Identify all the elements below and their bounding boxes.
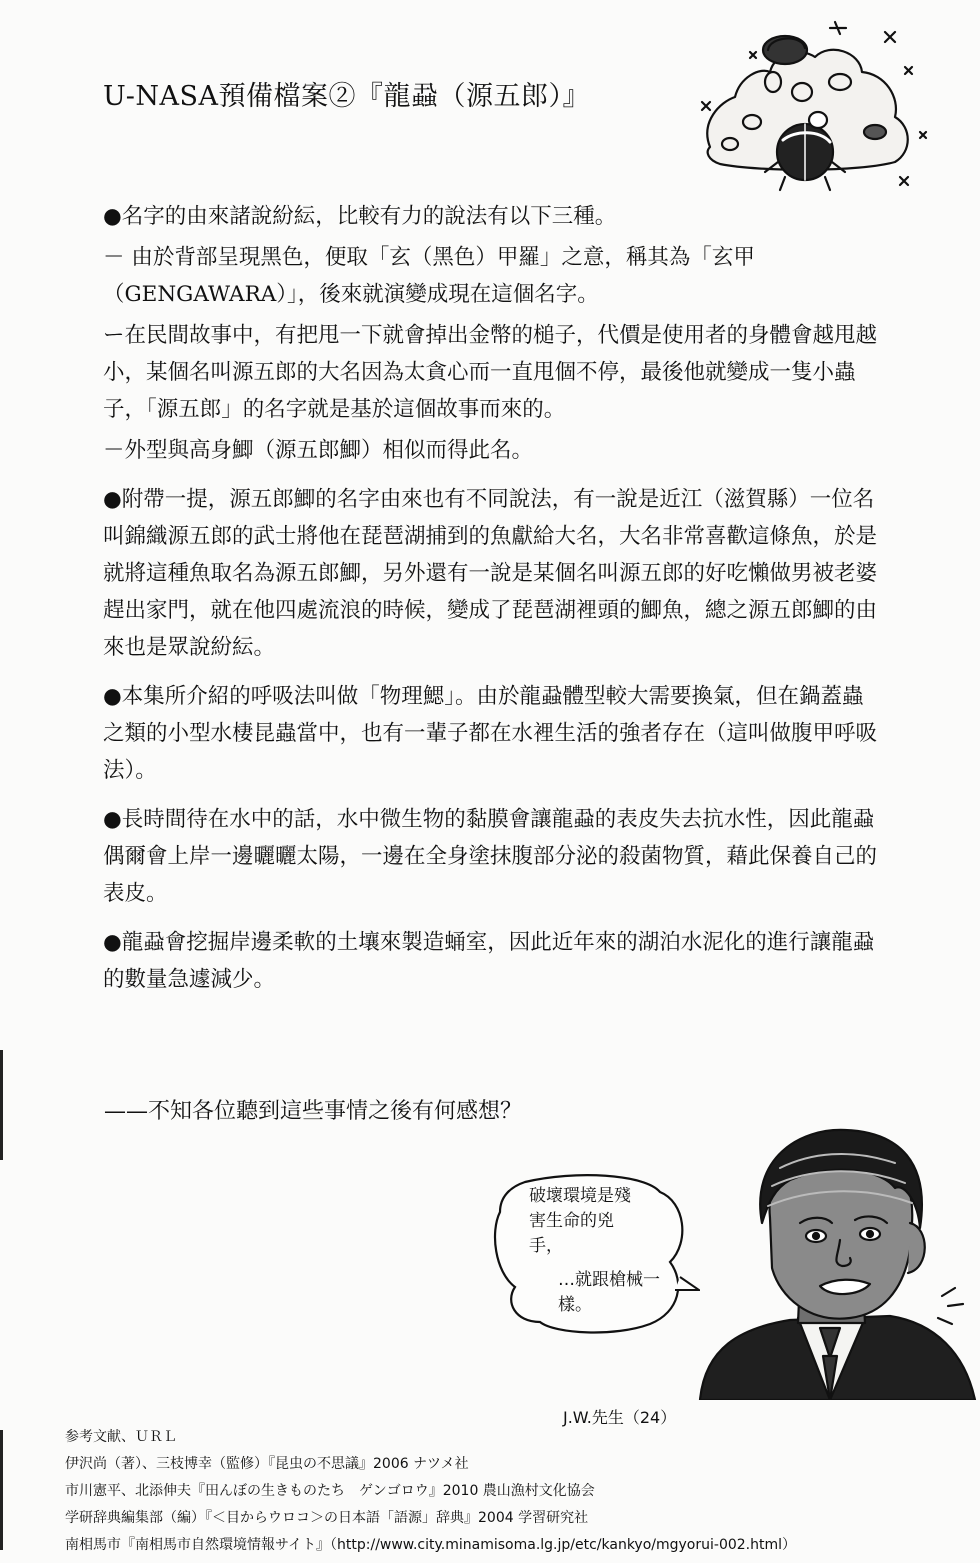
sleeping-beetle-on-coin-pile-illustration (690, 12, 930, 212)
reference-item: 学研辞典編集部（編）『＜目からウロコ＞の日本語「語源」辞典』2004 学習研究社 (65, 1510, 589, 1526)
man-in-suit-portrait-illustration (680, 1128, 980, 1400)
paragraph: －外型與高身鯽（源五郎鯽）相似而得此名。 (103, 438, 534, 463)
illustration-caption: J.W.先生（24） (563, 1408, 677, 1427)
page-edge-mark (0, 1050, 3, 1160)
paragraph: ●本集所介紹的呼吸法叫做「物理鰓」。由於龍蝨體型較大需要換氣，但在鍋蓋蟲之類的小型水棲昆蟲當中，也有一輩子都在水裡生活的強者存在（這叫做腹甲呼吸法）。 (103, 684, 878, 783)
closing-line: ——不知各位聽到這些事情之後有何感想？ (104, 1099, 523, 1124)
paragraph: ー在民間故事中，有把甩一下就會掉出金幣的槌子，代價是使用者的身體會越甩越小，某個名叫源五郎的大名因為太貪心而一直甩個不停，最後他就變成一隻小蟲子，「源五郎」的名字就是基於這個故事而來的。 (103, 323, 878, 422)
references-section (65, 1424, 975, 1559)
paragraph: － 由於背部呈現黑色，便取「玄（黑色）甲羅」之意，稱其為「玄甲（GENGAWARA）」，後來就演變成現在這個名字。 (103, 245, 755, 307)
paragraph: ●龍蝨會挖掘岸邊柔軟的土壤來製造蛹室，因此近年來的湖泊水泥化的進行讓龍蝨的數量急遽減少。 (103, 930, 875, 992)
paragraph: ●附帶一提，源五郎鯽的名字由來也有不同說法，有一說是近江（滋賀縣）一位名叫錦織源五郎的武士將他在琵琶湖捕到的魚獻給大名，大名非常喜歡這條魚，於是就將這種魚取名為源五郎鯽，另外還有一說是某個名叫源五郎的好吃懶做男被老婆趕出家門，就在他四處流浪的時候，變成了琵琶湖裡頭的鯽魚，總之源五郎鯽的由來也是眾說紛紜。 (103, 487, 878, 660)
reference-item: 市川憲平、北添伸夫『田んぼの生きものたち ゲンゴロウ』2010 農山漁村文化協会 (65, 1483, 595, 1499)
references-heading: 参考文献、ＵＲＬ (65, 1429, 177, 1445)
article-body (103, 198, 883, 1010)
reference-item: 伊沢尚（著）、三枝博幸（監修）『昆虫の不思議』2006 ナツメ社 (65, 1456, 469, 1472)
paragraph: ●名字的由來諸說紛紜，比較有力的說法有以下三種。 (103, 204, 617, 229)
speech-line-2: …就跟槍械一樣。 (558, 1270, 660, 1315)
page-edge-mark (0, 1430, 3, 1550)
page-title: U-NASA預備檔案②『龍蝨（源五郎）』 (103, 81, 591, 112)
speech-line-1: 破壞環境是殘害生命的兇手， (529, 1186, 631, 1256)
reference-item: 南相馬市『南相馬市自然環境情報サイト』（http://www.city.minamisoma.lg.jp/etc/kankyo/mgyorui-002.html） (65, 1537, 797, 1553)
paragraph: ●長時間待在水中的話，水中微生物的黏膜會讓龍蝨的表皮失去抗水性，因此龍蝨偶爾會上岸一邊曬曬太陽，一邊在全身塗抹腹部分泌的殺菌物質，藉此保養自己的表皮。 (103, 807, 878, 906)
